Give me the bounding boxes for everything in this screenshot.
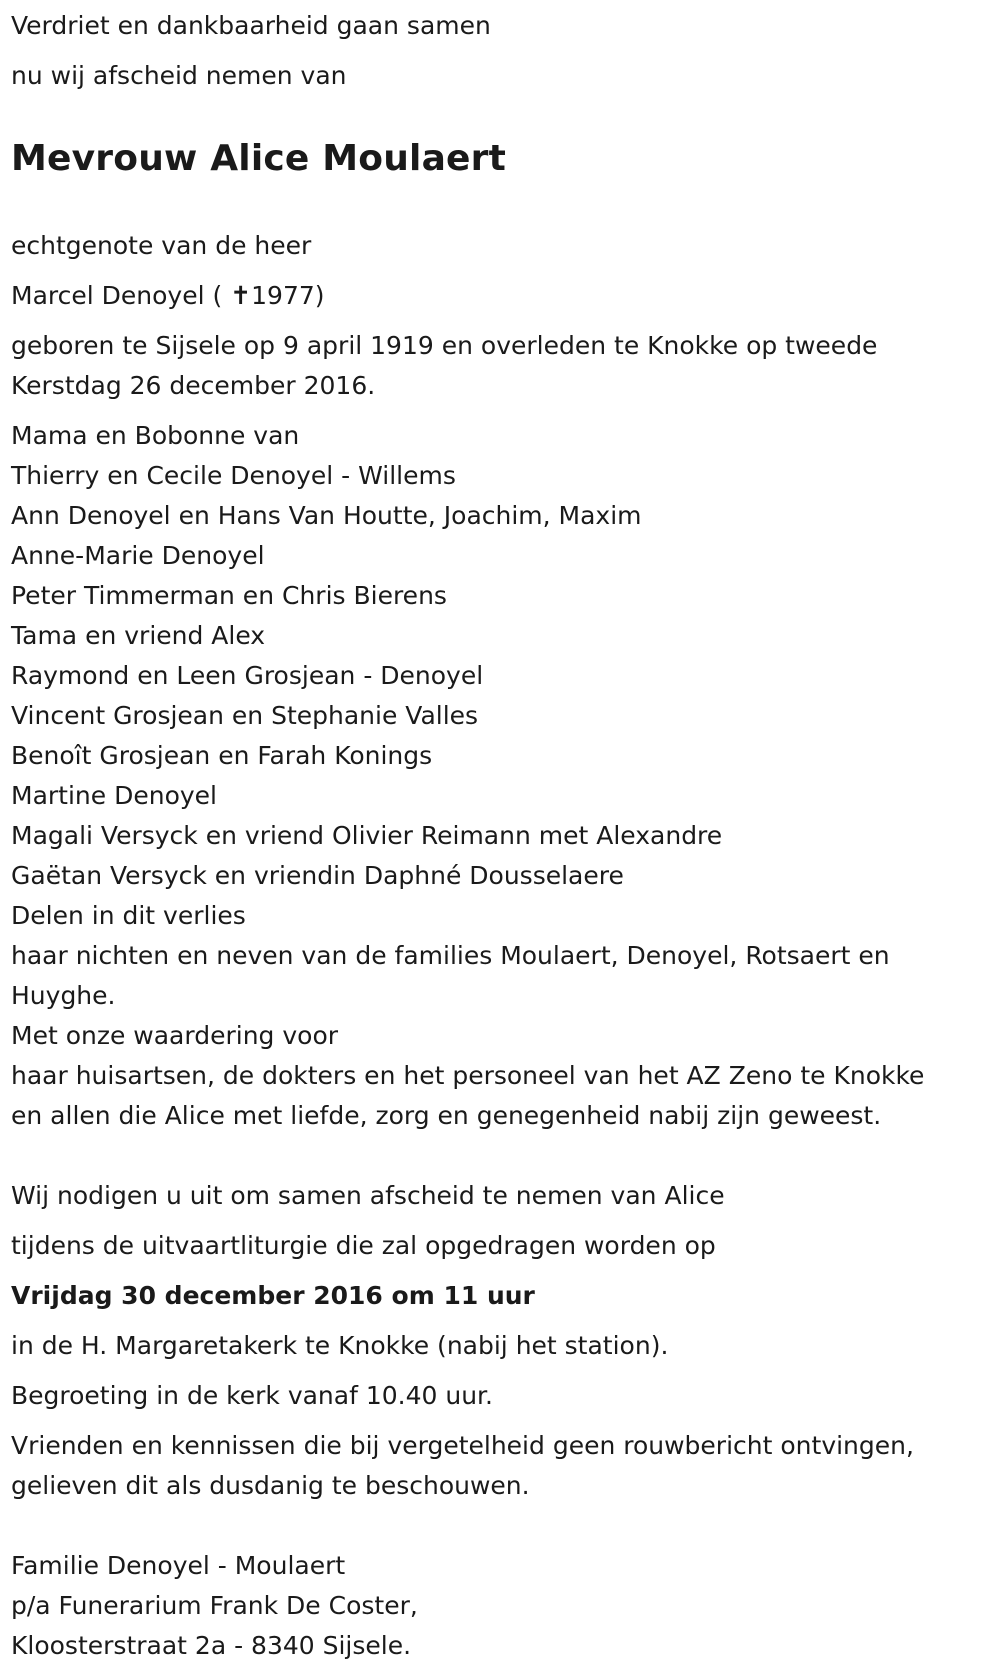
family-line: haar nichten en neven van de families Moulaert, Denoyel, Rotsaert en [11,941,890,970]
family-line: Benoît Grosjean en Farah Konings [11,741,433,770]
cross-icon: ✝ [230,281,252,310]
family-line: Anne-Marie Denoyel [11,541,265,570]
family-line: Raymond en Leen Grosjean - Denoyel [11,661,484,690]
signature-block [11,1546,989,1666]
family-list [11,416,989,1136]
friends-notice: Vrienden en kennissen die bij vergetelheid geen rouwbericht ontvingen, gelieven dit als dusdanig te beschouwen. [11,1431,914,1500]
signature-line: p/a Funerarium Frank De Coster, [11,1591,418,1620]
intro-line-2: nu wij afscheid nemen van [11,61,347,90]
signature-line: Kloosterstraat 2a - 8340 Sijsele. [11,1631,412,1660]
family-line: en allen die Alice met liefde, zorg en genegenheid nabij zijn geweest. [11,1101,882,1130]
family-line: haar huisartsen, de dokters en het personeel van het AZ Zeno te Knokke [11,1061,925,1090]
invitation-line-1: Wij nodigen u uit om samen afscheid te nemen van Alice [11,1181,725,1210]
family-line: Tama en vriend Alex [11,621,266,650]
family-line: Martine Denoyel [11,781,217,810]
invitation-line-2: tijdens de uitvaartliturgie die zal opgedragen worden op [11,1231,716,1260]
family-line: Mama en Bobonne van [11,421,300,450]
family-line: Magali Versyck en vriend Olivier Reimann met Alexandre [11,821,723,850]
signature-line: Familie Denoyel - Moulaert [11,1551,346,1580]
family-line: Peter Timmerman en Chris Bierens [11,581,447,610]
family-line: Delen in dit verlies [11,901,246,930]
greeting-time: Begroeting in de kerk vanaf 10.40 uur. [11,1381,493,1410]
family-line: Ann Denoyel en Hans Van Houtte, Joachim, Maxim [11,501,642,530]
family-line: Vincent Grosjean en Stephanie Valles [11,701,479,730]
spacer [11,1136,989,1176]
funeral-location: in de H. Margaretakerk te Knokke (nabij het station). [11,1331,669,1360]
family-line: Gaëtan Versyck en vriendin Daphné Dousselaere [11,861,624,890]
intro-line-1: Verdriet en dankbaarheid gaan samen [11,11,491,40]
family-line: Huyghe. [11,981,116,1010]
spouse-death-year: 1977) [251,281,325,310]
spouse-line-2 [11,276,989,316]
spouse-name: Marcel Denoyel ( [11,281,231,310]
family-line: Met onze waardering voor [11,1021,339,1050]
family-line: Thierry en Cecile Denoyel - Willems [11,461,456,490]
deceased-name: Mevrouw Alice Moulaert [11,138,507,179]
spouse-line-1: echtgenote van de heer [11,231,312,260]
birth-death-text: geboren te Sijsele op 9 april 1919 en overleden te Knokke op tweede Kerstdag 26 december 2016. [11,331,878,400]
spacer [11,1506,989,1546]
funeral-date: Vrijdag 30 december 2016 om 11 uur [11,1281,535,1310]
